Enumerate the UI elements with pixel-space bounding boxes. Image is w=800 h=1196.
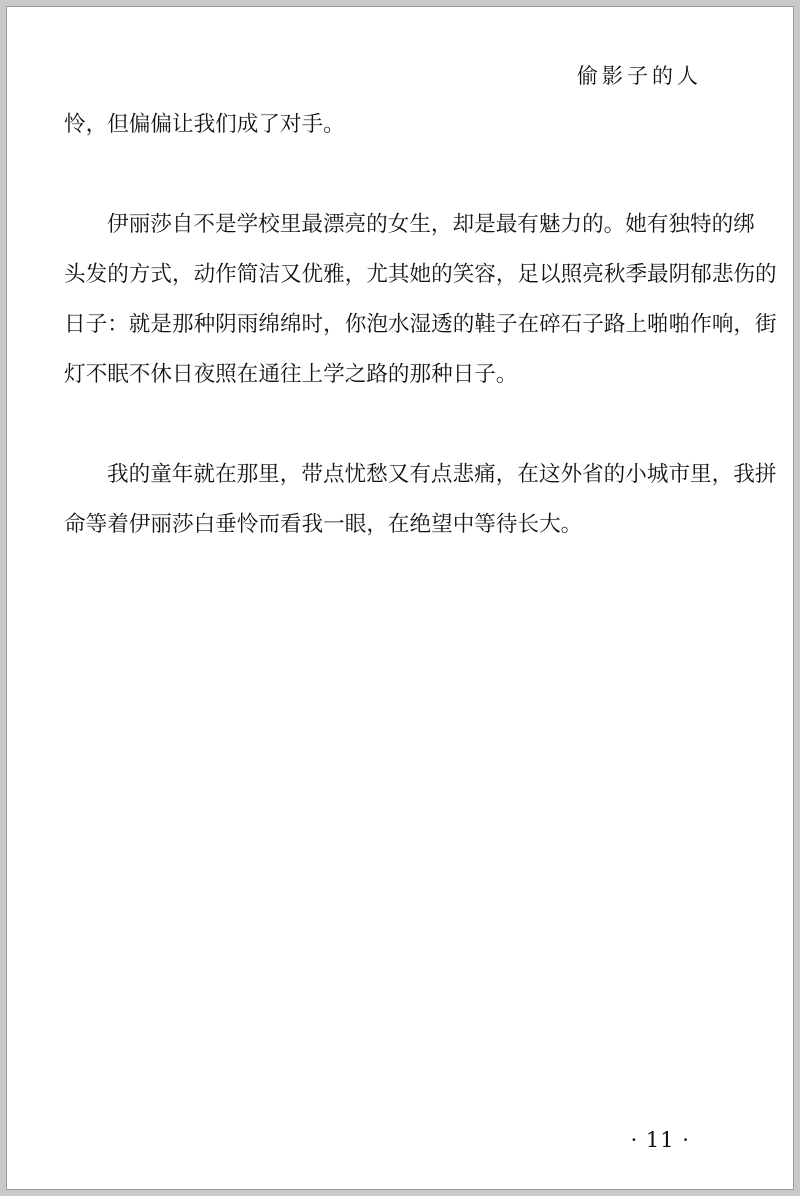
paragraph-2-line-3: 日子：就是那种阴雨绵绵时，你泡水湿透的鞋子在碎石子路上啪啪作响，街 — [64, 312, 777, 337]
paragraph-2-line-4: 灯不眠不休日夜照在通往上学之路的那种日子。 — [64, 362, 518, 387]
paragraph-gap — [64, 400, 724, 450]
text-body — [64, 100, 777, 550]
page-number: · 11 · — [630, 1128, 690, 1152]
paragraph-2-line-1: 伊丽莎自不是学校里最漂亮的女生，却是最有魅力的。她有独特的绑 — [107, 212, 755, 237]
paragraph-1-line-1: 怜，但偏偏让我们成了对手。 — [64, 112, 345, 137]
paragraph-gap — [64, 150, 724, 200]
paragraph-2-line-2: 头发的方式，动作简洁又优雅，尤其她的笑容，足以照亮秋季最阴郁悲伤的 — [64, 262, 777, 287]
paragraph-3-line-2: 命等着伊丽莎白垂怜而看我一眼，在绝望中等待长大。 — [64, 512, 583, 537]
paragraph-3-line-1: 我的童年就在那里，带点忧愁又有点悲痛，在这外省的小城市里，我拼 — [107, 462, 777, 487]
running-header-title: 偷影子的人 — [577, 64, 702, 88]
